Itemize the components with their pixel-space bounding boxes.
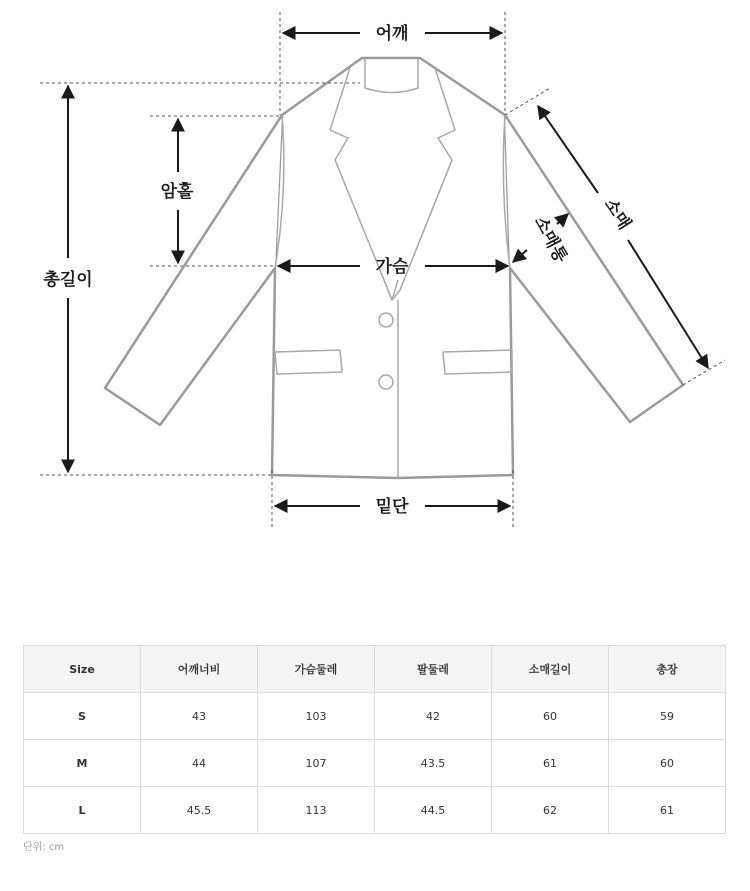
left-sleeve [105, 115, 282, 425]
label-total-length: 총길이 [43, 270, 93, 290]
table-cell: 61 [609, 787, 726, 834]
header-size: Size [24, 646, 141, 693]
size-table [23, 645, 726, 834]
header-arm-circumference: 팔둘레 [375, 646, 492, 693]
button-top [379, 313, 393, 327]
table-cell: 45.5 [141, 787, 258, 834]
label-shoulder: 어깨 [375, 24, 409, 44]
table-cell: 59 [609, 693, 726, 740]
label-chest: 가슴 [375, 257, 409, 277]
table-cell: 60 [492, 693, 609, 740]
header-chest: 가슴둘레 [258, 646, 375, 693]
table-cell: 44.5 [375, 787, 492, 834]
label-sleeve-width: 소매통 [530, 213, 571, 267]
size-table-header-row [24, 646, 726, 693]
table-cell: 60 [609, 740, 726, 787]
header-shoulder-width: 어깨너비 [141, 646, 258, 693]
header-sleeve-length: 소매길이 [492, 646, 609, 693]
row-size-label: L [24, 787, 141, 834]
header-total-length: 총장 [609, 646, 726, 693]
table-cell: 107 [258, 740, 375, 787]
table-row [24, 740, 726, 787]
right-sleeve [505, 115, 683, 422]
unit-note: 단위: cm [23, 842, 65, 853]
label-hem: 밑단 [375, 497, 409, 517]
label-sleeve: 소매 [599, 195, 635, 234]
row-size-label: M [24, 740, 141, 787]
table-cell: 103 [258, 693, 375, 740]
table-row [24, 693, 726, 740]
table-cell: 62 [492, 787, 609, 834]
table-cell: 43.5 [375, 740, 492, 787]
table-cell: 43 [141, 693, 258, 740]
button-bottom [379, 375, 393, 389]
size-table-container [23, 645, 726, 834]
table-cell: 44 [141, 740, 258, 787]
table-cell: 113 [258, 787, 375, 834]
row-size-label: S [24, 693, 141, 740]
label-armhole: 암홀 [160, 182, 194, 202]
table-cell: 61 [492, 740, 609, 787]
table-row [24, 787, 726, 834]
table-cell: 42 [375, 693, 492, 740]
